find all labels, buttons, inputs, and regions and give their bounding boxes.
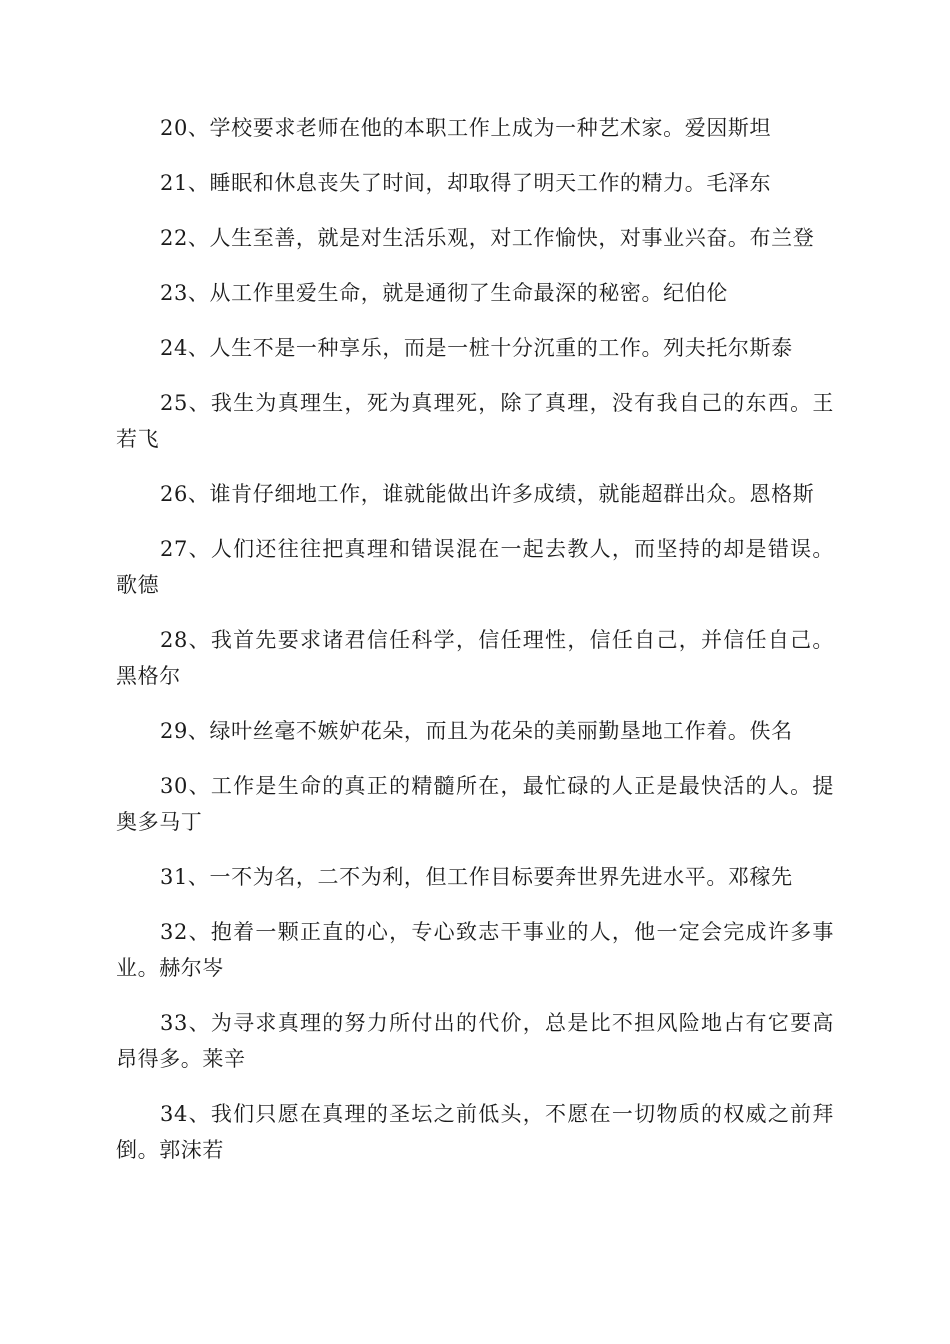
quote-paragraph-33: 33、为寻求真理的努力所付出的代价，总是比不担风险地占有它要高昂得多。莱辛 bbox=[116, 1011, 834, 1071]
quote-list bbox=[116, 110, 834, 1187]
quote-paragraph-31: 31、一不为名，二不为利，但工作目标要奔世界先进水平。邓稼先 bbox=[160, 865, 793, 889]
quote-paragraph-34: 34、我们只愿在真理的圣坛之前低头，不愿在一切物质的权威之前拜倒。郭沫若 bbox=[116, 1102, 834, 1162]
quote-paragraph-20: 20、学校要求老师在他的本职工作上成为一种艺术家。爱因斯坦 bbox=[160, 116, 772, 140]
quote-paragraph-24: 24、人生不是一种享乐，而是一桩十分沉重的工作。列夫托尔斯泰 bbox=[160, 336, 793, 360]
quote-paragraph-30: 30、工作是生命的真正的精髓所在，最忙碌的人正是最快活的人。提奥多马丁 bbox=[116, 774, 834, 834]
quote-paragraph-26: 26、谁肯仔细地工作，谁就能做出许多成绩，就能超群出众。恩格斯 bbox=[160, 482, 815, 506]
quote-paragraph-29: 29、绿叶丝毫不嫉妒花朵，而且为花朵的美丽勤垦地工作着。佚名 bbox=[160, 719, 793, 743]
quote-paragraph-22: 22、人生至善，就是对生活乐观，对工作愉快，对事业兴奋。布兰登 bbox=[160, 226, 815, 250]
quote-paragraph-25: 25、我生为真理生，死为真理死，除了真理，没有我自己的东西。王若飞 bbox=[116, 391, 834, 451]
quote-paragraph-28: 28、我首先要求诸君信任科学，信任理性，信任自己，并信任自己。黑格尔 bbox=[116, 628, 834, 688]
quote-paragraph-21: 21、睡眠和休息丧失了时间，却取得了明天工作的精力。毛泽东 bbox=[160, 171, 772, 195]
quote-paragraph-23: 23、从工作里爱生命，就是通彻了生命最深的秘密。纪伯伦 bbox=[160, 281, 728, 305]
quote-paragraph-27: 27、人们还往往把真理和错误混在一起去教人，而坚持的却是错误。歌德 bbox=[116, 537, 834, 597]
quote-paragraph-32: 32、抱着一颗正直的心，专心致志干事业的人，他一定会完成许多事业。赫尔岑 bbox=[116, 920, 834, 980]
